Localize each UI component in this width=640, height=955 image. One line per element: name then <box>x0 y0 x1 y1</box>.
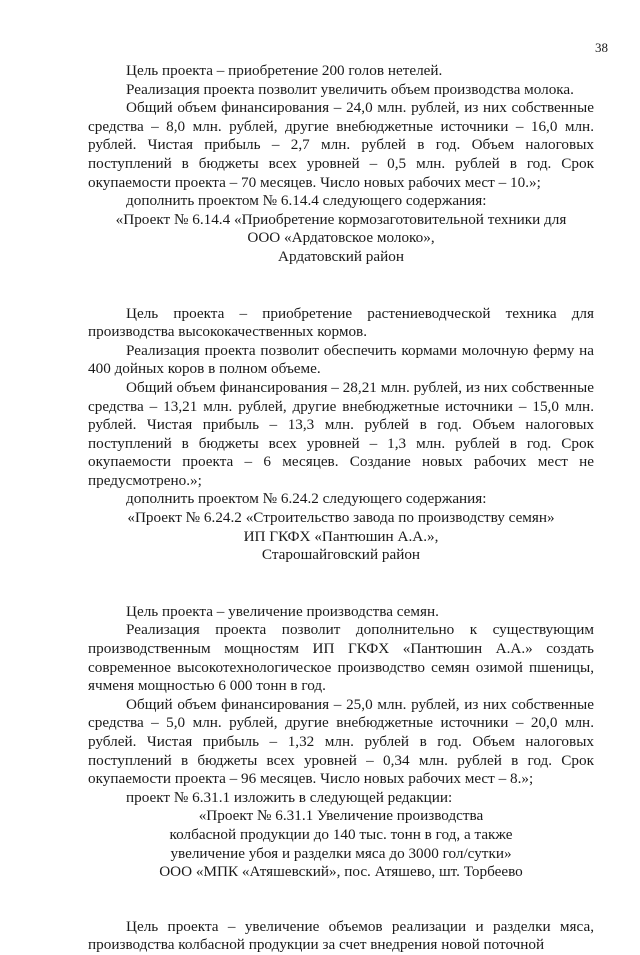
project-heading-line: колбасной продукции до 140 тыс. тонн в год, а также <box>169 825 513 843</box>
project-heading-line: ООО «МПК «Атяшевский», пос. Атяшево, шт. Торбеево <box>159 863 523 881</box>
paragraph: Цель проекта – приобретение растениеводческой техника для производства высококачественных кормов. <box>88 304 594 341</box>
page-number: 38 <box>595 40 608 55</box>
paragraph: проект № 6.31.1 изложить в следующей редакции: <box>126 788 453 806</box>
paragraph: Реализация проекта позволит обеспечить кормами молочную ферму на 400 дойных коров в полном объеме. <box>88 341 594 378</box>
paragraph: Реализация проекта позволит увеличить объем производства молока. <box>126 80 574 98</box>
project-heading-line: Старошайговский район <box>261 546 421 564</box>
project-heading-line: увеличение убоя и разделки мяса до 3000 гол/сутки» <box>170 844 512 862</box>
spacer <box>88 267 594 305</box>
paragraph: Цель проекта – увеличение производства семян. <box>126 602 439 620</box>
spacer <box>88 882 594 918</box>
paragraph: Общий объем финансирования – 24,0 млн. рублей, из них собственные средства – 8,0 млн. рублей, другие внебюджетные источники – 16,0 млн. рублей. Чистая прибыль – 2,7 млн. рублей в год. Объем налоговых поступлений в бюджеты всех уровней – 0,5 млн. рублей в год. Срок окупаемости проекта – 70 месяцев. Число новых рабочих мест – 10.»; <box>88 99 594 191</box>
paragraph: Реализация проекта позволит дополнительно к существующим производственным мощностям ИП ГКФХ «Пантюшин А.А.» создать современное высокотехнологическое производство семян озимой пшеницы, ячменя мощностью 6 000 тонн в год. <box>88 621 594 695</box>
project-heading-line: Ардатовский район <box>278 247 404 265</box>
project-heading-line: «Проект № 6.14.4 «Приобретение кормозаготовительной техники для <box>115 210 567 228</box>
paragraph: Общий объем финансирования – 28,21 млн. рублей, из них собственные средства – 13,21 млн. рублей, другие внебюджетные источники – 15,0 млн. рублей. Чистая прибыль – 13,3 млн. рублей в год. Объем налоговых поступлений в бюджеты всех уровней – 1,3 млн. рублей в год. Срок окупаемости проекта – 6 месяцев. Создание новых рабочих мест не предусмотрено.»; <box>88 378 594 489</box>
paragraph: Цель проекта – увеличение объемов реализации и разделки мяса, производства колбасной продукции за счет внедрения новой поточной <box>88 917 594 954</box>
document-body <box>88 62 594 955</box>
paragraph: дополнить проектом № 6.14.4 следующего содержания: <box>126 192 487 210</box>
project-heading-line: ИП ГКФХ «Пантюшин А.А.», <box>243 527 439 545</box>
project-heading-line: «Проект № 6.24.2 «Строительство завода по производству семян» <box>127 509 555 527</box>
spacer <box>88 565 594 603</box>
paragraph: дополнить проектом № 6.24.2 следующего содержания: <box>126 490 487 508</box>
paragraph: Общий объем финансирования – 25,0 млн. рублей, из них собственные средства – 5,0 млн. рублей, другие внебюджетные источники – 20,0 млн. рублей. Чистая прибыль – 1,32 млн. рублей в год. Объем налоговых поступлений в бюджеты всех уровней – 0,34 млн. рублей в год. Срок окупаемости проекта – 96 месяцев. Число новых рабочих мест – 8.»; <box>88 695 594 788</box>
project-heading-line: «Проект № 6.31.1 Увеличение производства <box>198 807 484 825</box>
paragraph: Цель проекта – приобретение 200 голов нетелей. <box>126 62 443 79</box>
project-heading-line: ООО «Ардатовское молоко», <box>247 229 435 247</box>
